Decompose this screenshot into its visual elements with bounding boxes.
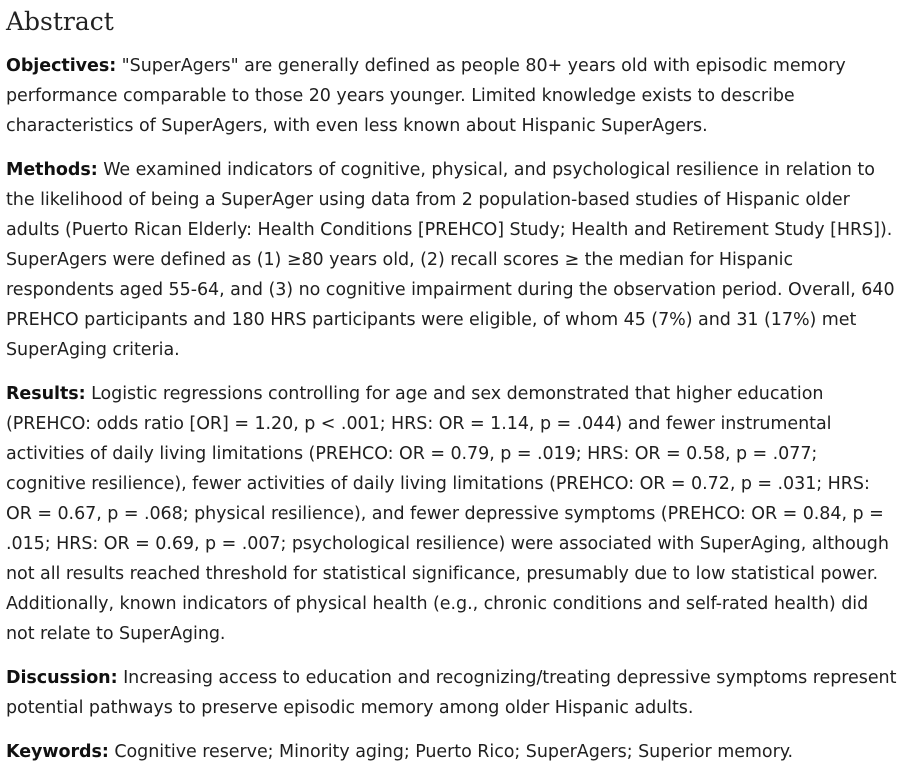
keywords-text: Cognitive reserve; Minority aging; Puerto Rico; SuperAgers; Superior memory. [114,742,794,762]
results-text: Logistic regressions controlling for age and sex demonstrated that higher education (PREHCO: odds ratio [OR] = 1.20, p < .001; HRS: OR = 1.14, p = .044) and fewer instrumental activities of daily living limitations (PREHCO: OR = 0.79, p = .019; HRS: OR = 0.58, p = .077; cognitive resilience), fewer activities of daily living limitations (PREHCO: OR = 0.72, p = .031; HRS: OR = 0.67, p = .068; physical resilience), and fewer depressive symptoms (PREHCO: OR = 0.84, p = .015; HRS: OR = 0.69, p = .007; psychological resilience) were associated with SuperAging, although not all results reached threshold for statistical significance, presumably due to low statistical power. Additionally, known indicators of physical health (e.g., chronic conditions and self-rated health) did not relate to SuperAging. [6,384,889,644]
objectives-label: Objectives: [6,56,117,76]
discussion-section [6,663,898,723]
discussion-label: Discussion: [6,668,118,688]
methods-text: We examined indicators of cognitive, physical, and psychological resilience in relation to the likelihood of being a SuperAger using data from 2 population-based studies of Hispanic older adults (Puerto Rican Elderly: Health Conditions [PREHCO] Study; Health and Retirement Study [HRS]). SuperAgers were defined as (1) ≥80 years old, (2) recall scores ≥ the median for Hispanic respondents aged 55-64, and (3) no cognitive impairment during the observation period. Overall, 640 PREHCO participants and 180 HRS participants were eligible, of whom 45 (7%) and 31 (17%) met SuperAging criteria. [6,160,895,360]
keywords-label: Keywords: [6,742,109,762]
methods-label: Methods: [6,160,98,180]
results-label: Results: [6,384,86,404]
abstract-heading: Abstract [6,7,114,36]
keywords-section [6,737,898,767]
objectives-section [6,51,898,141]
objectives-text: "SuperAgers" are generally defined as people 80+ years old with episodic memory performance comparable to those 20 years younger. Limited knowledge exists to describe characteristics of SuperAgers, with even less known about Hispanic SuperAgers. [6,56,846,136]
methods-section [6,155,898,365]
results-section [6,379,898,649]
discussion-text: Increasing access to education and recognizing/treating depressive symptoms represent potential pathways to preserve episodic memory among older Hispanic adults. [6,668,897,718]
